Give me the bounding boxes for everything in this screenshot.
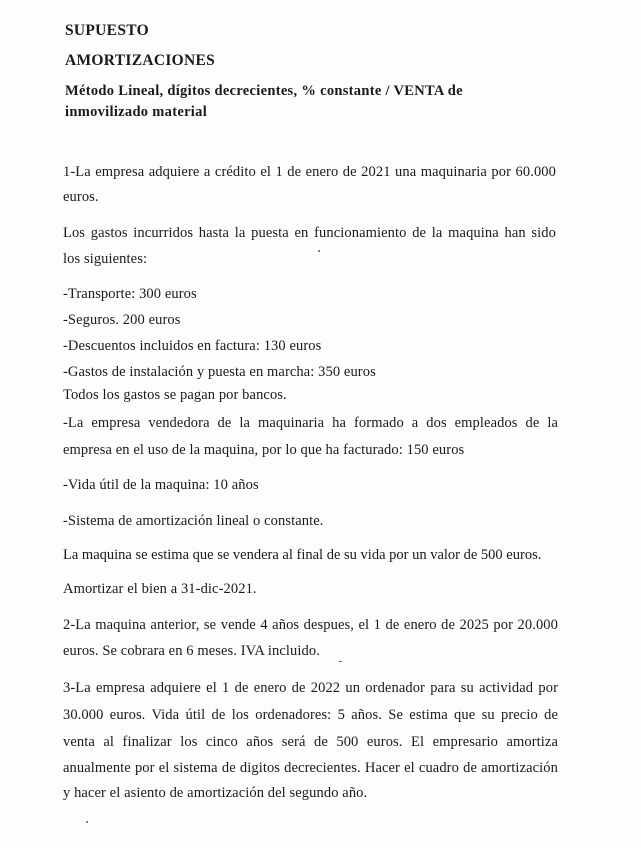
ex1-line-3: Los gastos incurridos hasta la puesta en funcionamiento de la maquina han sido — [63, 225, 556, 241]
ex3-line-2: 30.000 euros. Vida útil de los ordenadores: 5 años. Se estima que su precio de — [63, 707, 558, 723]
ex1-line-4: los siguientes: — [63, 251, 148, 267]
ex1-item-transporte: -Transporte: 300 euros — [63, 286, 197, 302]
ex1-item-seguros: -Seguros. 200 euros — [63, 312, 181, 328]
ex1-line-1: 1-La empresa adquiere a crédito el 1 de enero de 2021 una maquinaria por 60.000 — [63, 164, 556, 180]
ex3-line-5: y hacer el asiento de amortización del segundo año. — [63, 785, 368, 801]
scan-speck — [86, 821, 88, 823]
ex1-item-descuentos: -Descuentos incluidos en factura: 130 euros — [63, 338, 322, 354]
ex1-line-formacion-2: empresa en el uso de la maquina, por lo que ha facturado: 150 euros — [63, 442, 465, 458]
ex1-line-2: euros. — [63, 189, 99, 205]
ex1-line-amortizar: Amortizar el bien a 31-dic-2021. — [63, 581, 257, 597]
doc-title-amortizaciones: AMORTIZACIONES — [65, 52, 216, 69]
ex3-line-3: venta al finalizar los cinco años será de 500 euros. El empresario amortiza — [63, 734, 558, 750]
scan-speck — [318, 250, 320, 252]
ex1-line-valor-residual: La maquina se estima que se vendera al final de su vida por un valor de 500 euros. — [63, 547, 542, 563]
doc-subtitle-line2: inmovilizado material — [65, 104, 208, 120]
ex3-line-4: anualmente por el sistema de digitos decrecientes. Hacer el cuadro de amortización — [63, 760, 558, 776]
ex1-line-vida-util: -Vida útil de la maquina: 10 años — [63, 477, 259, 493]
ex2-line-2: euros. Se cobrara en 6 meses. IVA incluido. — [63, 643, 320, 659]
ex1-item-instalacion: -Gastos de instalación y puesta en marcha: 350 euros — [63, 364, 376, 380]
doc-subtitle-line1: Método Lineal, dígitos decrecientes, % constante / VENTA de — [65, 83, 463, 99]
scan-speck — [339, 661, 342, 662]
ex1-line-gastos-bancos: Todos los gastos se pagan por bancos. — [63, 387, 287, 403]
ex3-line-1: 3-La empresa adquiere el 1 de enero de 2022 un ordenador para su actividad por — [63, 680, 558, 696]
ex2-line-1: 2-La maquina anterior, se vende 4 años despues, el 1 de enero de 2025 por 20.000 — [63, 617, 558, 633]
doc-title-supuesto: SUPUESTO — [65, 22, 149, 39]
ex1-line-formacion-1: -La empresa vendedora de la maquinaria ha formado a dos empleados de la — [63, 415, 558, 431]
ex1-line-sistema: -Sistema de amortización lineal o constante. — [63, 513, 324, 529]
